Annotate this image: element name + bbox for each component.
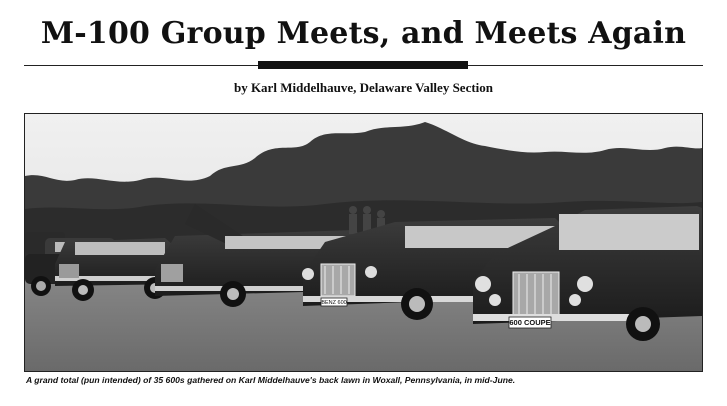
article-title: M-100 Group Meets, and Meets Again xyxy=(40,16,687,51)
article-byline: by Karl Middelhauve, Delaware Valley Section xyxy=(233,80,494,95)
license-plate-benz: BENZ 600 xyxy=(321,300,347,306)
photo-illustration xyxy=(25,114,702,371)
photo-caption: A grand total (pun intended) of 35 600s gathered on Karl Middelhauve's back lawn in Woxall, Pennsylvania, in mid-June. xyxy=(26,375,516,385)
license-plate-coupe: 600 COUPE xyxy=(509,318,551,327)
article-photo xyxy=(24,113,703,372)
title-accent-bar xyxy=(258,61,468,69)
